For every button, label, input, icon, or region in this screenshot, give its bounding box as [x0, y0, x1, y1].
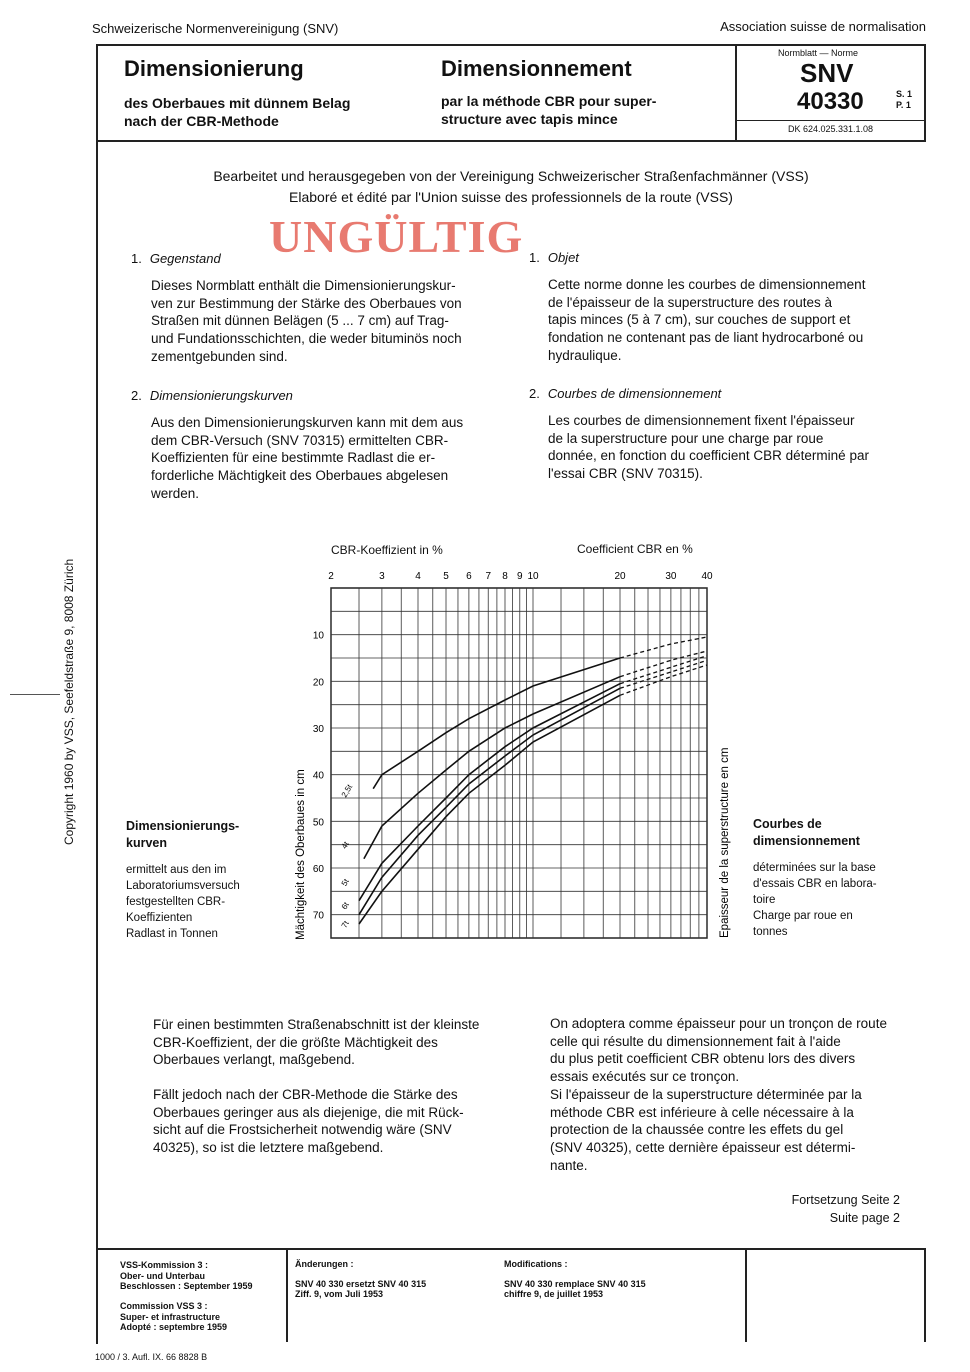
footer-changes-fr [504, 1259, 646, 1300]
text-line: protection de la chaussée contre les effets du gel [550, 1122, 844, 1138]
y-axis-label-fr: Epaisseur de la superstructure en cm [719, 747, 731, 938]
text-line: forderliche Mächtigkeit des Oberbaues abgelesen [151, 468, 449, 484]
side-note-line: Radlast in Tonnen [126, 928, 218, 940]
side-note-title: dimensionnement [753, 834, 860, 848]
footer-title: Modifications : [504, 1259, 568, 1269]
title-fr: Dimensionnement [441, 56, 632, 81]
side-note-line: tonnes [753, 926, 788, 938]
footer-title: Änderungen : [295, 1259, 354, 1269]
text-line: zementgebunden sind. [151, 348, 288, 364]
publisher-fr: Elaboré et édité par l'Union suisse des professionnels de la route (VSS) [289, 189, 733, 205]
curve-label: 5t [339, 877, 351, 888]
text-line: hydraulique. [548, 347, 622, 363]
side-note-line: Charge par roue en [753, 910, 853, 922]
paragraph-de-2 [153, 1086, 503, 1157]
text-line: de l'épaisseur de la superstructure des routes à [548, 294, 832, 310]
curve-label: 4t [339, 840, 351, 851]
side-note-line: d'essais CBR en labora- [753, 878, 877, 890]
subtitle-fr-line-2: structure avec tapis mince [441, 111, 618, 127]
continuation-de: Fortsetzung Seite 2 [791, 1193, 900, 1207]
curve-labels [340, 782, 355, 929]
text-line: CBR-Koeffizient, der die größte Mächtigkeit des [153, 1034, 438, 1050]
continuation-fr: Suite page 2 [829, 1211, 900, 1225]
section-title: Dimensionierungskurven [149, 388, 293, 403]
y-tick-label: 40 [312, 770, 324, 782]
page-fr: P. 1 [896, 100, 911, 110]
print-info: 1000 / 3. Aufl. IX. 66 8828 B [95, 1352, 208, 1362]
section-title: Courbes de dimensionnement [547, 386, 722, 401]
y-tick-label: 30 [312, 724, 324, 735]
text-line: Aus den Dimensionierungskurven kann mit dem aus [151, 415, 464, 430]
text-line: essais exécutés sur ce tronçon. [550, 1069, 740, 1085]
text-line: tapis minces (5 à 7 cm), sur couches de support et [548, 312, 851, 328]
y-axis-label-de: Mächtigkeit des Oberbaues in cm [295, 769, 307, 940]
text-line: Dieses Normblatt enthält die Dimensionierungskur- [151, 278, 456, 293]
text-line: dem CBR-Versuch (SNV 70315) ermittelten CBR- [151, 432, 449, 448]
paragraph-fr [550, 1015, 900, 1174]
x-tick-label: 9 [516, 571, 523, 582]
norm-number: 40330 [797, 88, 864, 115]
text-line: Si l'épaisseur de la superstructure déterminée par la [550, 1086, 862, 1102]
footer-divider [286, 1248, 288, 1342]
x-tick-label: 2 [328, 571, 334, 582]
x-tick-label: 40 [701, 571, 713, 582]
x-tick-label: 6 [466, 571, 472, 582]
subtitle-fr-line-1: par la méthode CBR pour super- [441, 93, 657, 109]
footer-line: VSS-Kommission 3 : [120, 1260, 209, 1270]
text-line: ven zur Bestimmung der Stärke des Oberbaues von [151, 295, 462, 311]
page-de: S. 1 [896, 89, 913, 99]
x-axis-label-fr: Coefficient CBR en % [577, 542, 693, 556]
text-line: Koeffizienten für eine bestimmte Radlast die er- [151, 450, 436, 466]
text-line: Fällt jedoch nach der CBR-Methode die Stärke des [153, 1087, 458, 1102]
subtitle-de-line-1: des Oberbaues mit dünnem Belag [124, 95, 351, 111]
text-line: 40325), so ist die letztere maßgebend. [153, 1140, 384, 1156]
text-line: du plus petit coefficient CBR obtenu lors des divers [550, 1051, 856, 1067]
text-line: donnée, en fonction du coefficient CBR déterminé par [548, 448, 869, 464]
footer-line: Ober- und Unterbau [120, 1270, 205, 1281]
footer-divider [745, 1248, 747, 1342]
x-tick-label: 30 [665, 571, 677, 582]
side-note-line: ermittelt aus den im [126, 864, 227, 876]
text-line: celle qui résulte du dimensionnement fait à l'aide [550, 1033, 841, 1049]
footer-line: Super- et infrastructure [120, 1311, 221, 1322]
curve-6t-dashed [620, 660, 707, 688]
text-line: Für einen bestimmten Straßenabschnitt ist der kleinste [153, 1017, 480, 1032]
text-line: Cette norme donne les courbes de dimensionnement [548, 277, 866, 292]
footer-line: chiffre 9, de juillet 1953 [504, 1289, 604, 1299]
curve-label: 7t [339, 919, 351, 930]
footer-line: Ziff. 9, vom Juli 1953 [295, 1289, 384, 1299]
curve-label: 2,5t [339, 782, 355, 799]
text-line: sicht auf die Frostsicherheit notwendig wäre (SNV [153, 1122, 452, 1138]
paragraph-de-1 [153, 1016, 503, 1069]
text-line: Straßen mit dünnen Belägen (5 ... 7 cm) auf Trag- [151, 313, 449, 329]
curve-6t-solid [359, 688, 620, 914]
y-tick-label: 10 [312, 630, 324, 642]
y-tick-label: 20 [312, 677, 324, 689]
section-number: 1. [131, 251, 142, 266]
text-line: und Fundationsschichten, die weder bituminös noch [151, 331, 462, 347]
text-line: Les courbes de dimensionnement fixent l'épaisseur [548, 413, 855, 428]
text-line: nante. [550, 1157, 588, 1173]
section-title: Objet [547, 250, 579, 265]
continuation-note [792, 1191, 900, 1227]
curve-label: 6t [339, 900, 351, 911]
x-tick-label: 10 [527, 571, 539, 582]
section-number: 2. [131, 388, 142, 403]
side-note-line: festgestellten CBR- [126, 896, 226, 908]
x-tick-label: 3 [379, 571, 385, 582]
side-note-title: Dimensionierungs- [126, 819, 240, 833]
side-note-line: déterminées sur la base [753, 862, 876, 874]
curve-7t-solid [359, 695, 620, 924]
y-tick-label: 70 [312, 910, 324, 922]
footer-commission-de [120, 1260, 253, 1292]
section-title: Gegenstand [149, 251, 221, 266]
x-axis-label-de: CBR-Koeffizient in % [331, 543, 443, 557]
y-tick-labels [313, 631, 325, 922]
side-note-line: Laboratoriumsversuch [126, 880, 240, 892]
norm-org: SNV [800, 58, 854, 88]
x-tick-labels [328, 571, 713, 582]
y-tick-label: 60 [312, 864, 324, 875]
invalid-stamp: UNGÜLTIG [269, 211, 524, 262]
side-note-de [126, 818, 276, 942]
side-note-fr [753, 816, 903, 940]
text-line: Oberbaues geringer aus als diejenige, die mit Rück- [153, 1104, 464, 1120]
side-note-line: Koeffizienten [126, 912, 193, 924]
subtitle-de-line-2: nach der CBR-Methode [124, 113, 279, 129]
section-number: 1. [529, 250, 540, 265]
text-line: (SNV 40325), cette dernière épaisseur est détermi- [550, 1139, 856, 1155]
side-note-title: kurven [126, 836, 167, 850]
text-line: de la superstructure pour une charge par roue [548, 430, 824, 446]
copyright-notice: Copyright 1960 by VSS, Seefeldstraße 9, 8008 Zürich [62, 558, 76, 845]
footer-line: SNV 40 330 remplace SNV 40 315 [504, 1278, 646, 1289]
text-line: werden. [151, 485, 200, 501]
publisher-de: Bearbeitet und herausgegeben von der Vereinigung Schweizerischer Straßenfachmänner (VSS) [213, 168, 809, 184]
footer-changes-de [295, 1259, 426, 1300]
y-tick-label: 50 [312, 817, 324, 829]
org-name-fr: Association suisse de normalisation [720, 19, 926, 34]
footer-line: SNV 40 330 ersetzt SNV 40 315 [295, 1278, 427, 1289]
text-line: On adoptera comme épaisseur pour un tronçon de route [550, 1016, 887, 1031]
x-tick-label: 8 [502, 571, 508, 582]
section-number: 2. [529, 386, 540, 401]
footer-line: Commission VSS 3 : [120, 1301, 208, 1311]
x-tick-label: 5 [443, 571, 449, 582]
text-line: Oberbaues verlangt, maßgebend. [153, 1052, 355, 1068]
norm-label: Normblatt — Norme [778, 48, 859, 58]
footer-commission-fr [120, 1301, 227, 1333]
text-line: fondation ne contenant pas de liant hydrocarboné ou [548, 330, 864, 346]
org-name-de: Schweizerische Normenvereinigung (SNV) [92, 21, 339, 36]
dk-number: DK 624.025.331.1.08 [787, 124, 874, 134]
fold-mark [10, 694, 60, 695]
x-tick-label: 4 [415, 571, 421, 582]
x-tick-label: 7 [485, 571, 492, 582]
side-note-title: Courbes de [753, 817, 822, 831]
footer-line: Beschlossen : September 1959 [120, 1281, 253, 1291]
title-de: Dimensionierung [124, 56, 304, 81]
text-line: l'essai CBR (SNV 70315). [548, 466, 703, 482]
x-tick-label: 20 [614, 571, 626, 582]
text-line: méthode CBR est inférieure à celle nécessaire à la [550, 1104, 854, 1120]
side-note-line: toire [753, 894, 776, 906]
footer-line: Adopté : septembre 1959 [120, 1322, 228, 1332]
